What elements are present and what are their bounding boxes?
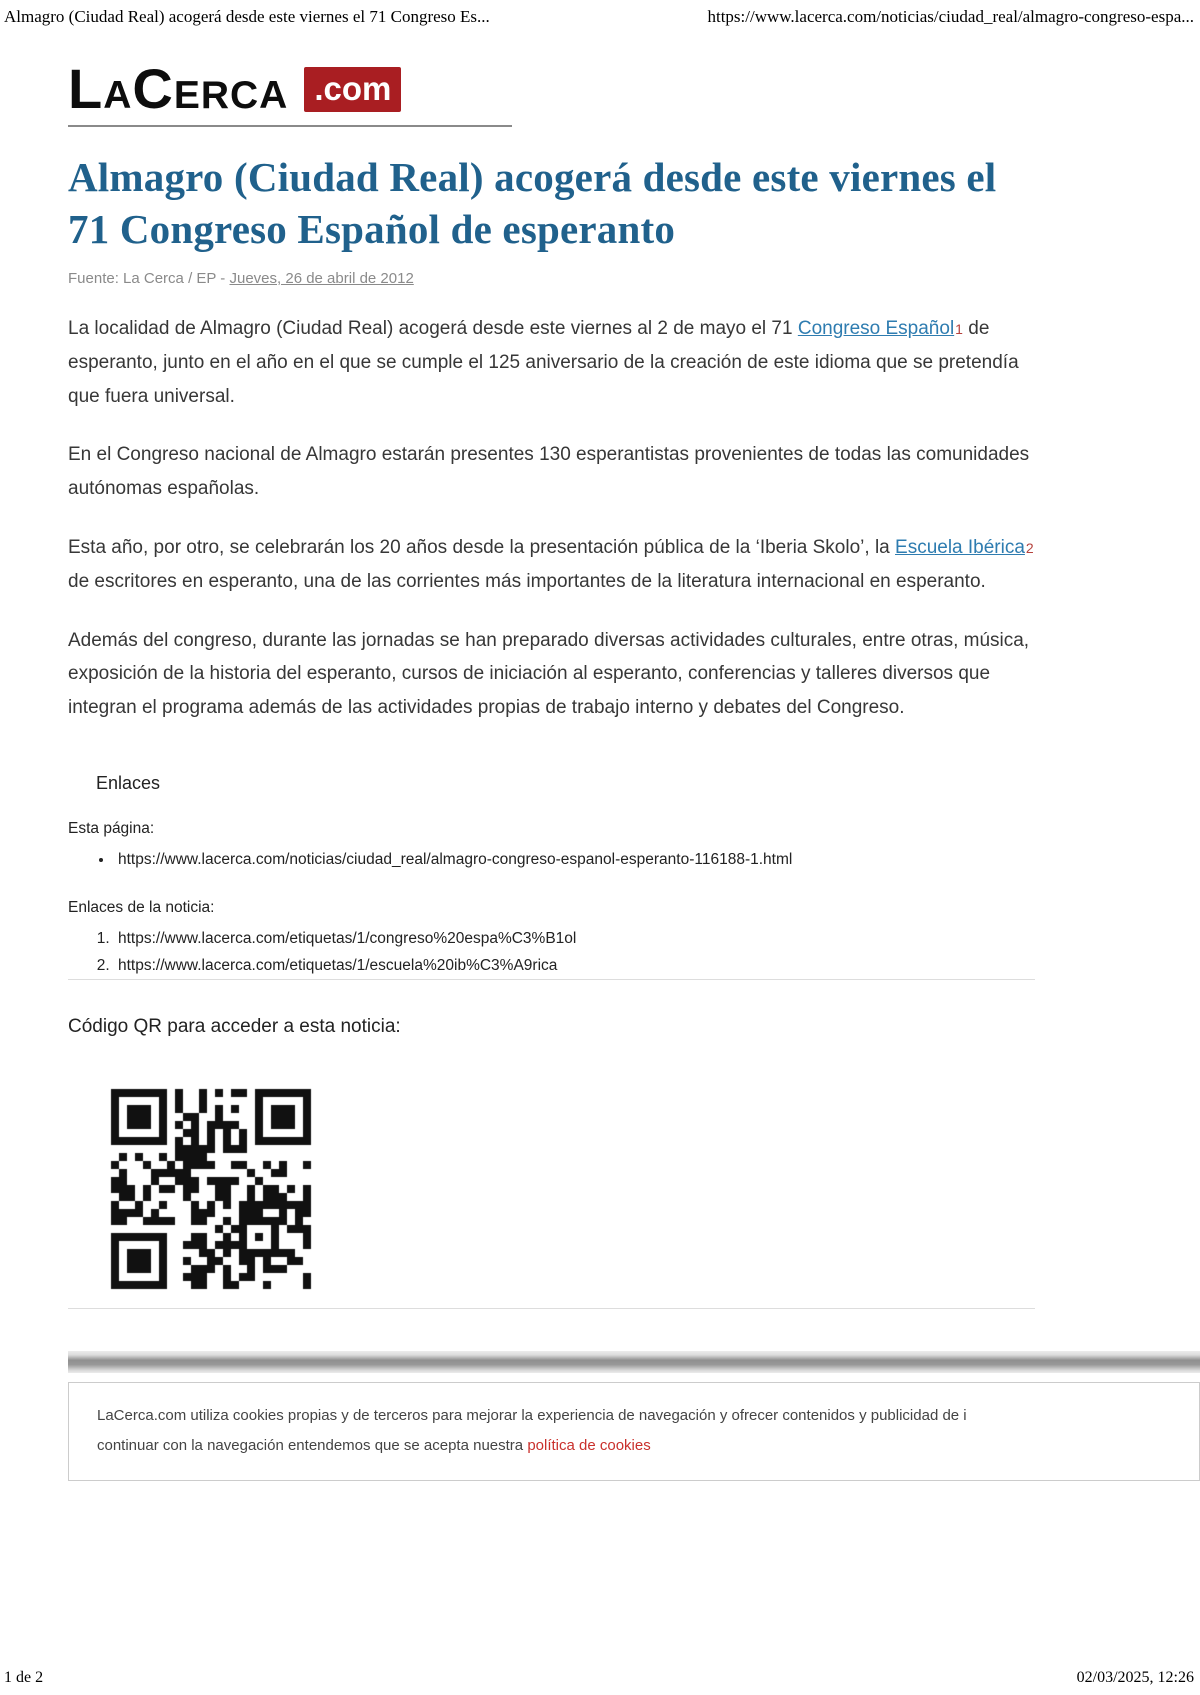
qr-caption: Código QR para acceder a esta noticia: — [68, 1016, 401, 1038]
article-paragraph — [68, 312, 1035, 413]
article-title: Almagro (Ciudad Real) acogerá desde este viernes el 71 Congreso Español de esperanto — [68, 154, 997, 253]
news-links-label: Enlaces de la noticia: — [68, 899, 215, 917]
article-inline-link[interactable]: Congreso Español — [797, 317, 955, 339]
article-text: En el Congreso nacional de Almagro estarán presentes 130 esperantistas provenientes de todas las comunidades autónomas españolas. — [68, 444, 1030, 500]
site-logo-text: LaCerca — [68, 57, 289, 120]
cookie-notice-line2 — [97, 1431, 1171, 1460]
news-links-list — [114, 925, 1035, 979]
article-source-line — [68, 270, 1035, 287]
print-footer-datetime: 02/03/2025, 12:26 — [1076, 1669, 1194, 1686]
print-header — [0, 0, 1200, 27]
page-links-list — [114, 846, 1035, 873]
print-footer — [4, 1669, 1194, 1687]
source-date-link[interactable]: Jueves, 26 de abril de 2012 — [229, 269, 414, 287]
page-links-label: Esta página: — [68, 820, 155, 838]
cookie-notice-line1: LaCerca.com utiliza cookies propias y de terceros para mejorar la experiencia de navegación y ofrecer contenidos y publicidad de i — [97, 1407, 967, 1425]
article-text: de escritores en esperanto, una de las corrientes más importantes de la literatura internacional en esperanto. — [68, 570, 986, 592]
site-logo-tld-badge: .com — [304, 67, 401, 112]
article-text: Además del congreso, durante las jornadas se han preparado diversas actividades culturales, entre otras, música, exposición de la historia del esperanto, cursos de iniciación al esperanto, conferencias y talleres diversos que integran el programa además de las actividades propias de trabajo interno y debates del Congreso. — [68, 629, 1030, 719]
article-body — [68, 312, 1035, 725]
link-reference-number: 1 — [955, 320, 963, 337]
horizontal-scrollbar[interactable] — [68, 1351, 1200, 1373]
qr-code-image — [100, 1078, 322, 1308]
article-paragraph — [68, 624, 1035, 725]
print-header-url: https://www.lacerca.com/noticias/ciudad_real/almagro-congreso-espa... — [707, 7, 1194, 26]
news-link-item: 2. https://www.lacerca.com/etiquetas/1/escuela%20ib%C3%A9rica — [114, 952, 1035, 979]
print-header-title: Almagro (Ciudad Real) acogerá desde este viernes el 71 Congreso Es... — [4, 7, 490, 26]
site-logo[interactable] — [68, 57, 512, 127]
news-link-item: 1. https://www.lacerca.com/etiquetas/1/congreso%20espa%C3%B1ol — [114, 925, 1035, 952]
article-paragraph — [68, 531, 1035, 599]
divider — [68, 1308, 1035, 1309]
cookie-policy-link[interactable]: política de cookies — [527, 1436, 651, 1454]
print-footer-page-number: 1 de 2 — [4, 1669, 44, 1686]
article-text: Esta año, por otro, se celebrarán los 20 años desde la presentación pública de la ‘Iberia Skolo’, la — [68, 537, 896, 558]
cookie-notice-line2-text: continuar con la navegación entendemos que se acepta nuestra — [97, 1436, 528, 1454]
source-prefix: Fuente: La Cerca / EP - — [68, 269, 230, 287]
divider — [68, 979, 1035, 980]
links-section-heading: Enlaces — [96, 773, 161, 794]
cookie-notice — [68, 1382, 1200, 1481]
article-inline-link[interactable]: Escuela Ibérica — [895, 537, 1025, 558]
article-paragraph — [68, 438, 1035, 506]
page-link-item: • https://www.lacerca.com/noticias/ciudad_real/almagro-congreso-espanol-esperanto-116188-1.html — [114, 846, 1035, 873]
article-text: La localidad de Almagro (Ciudad Real) acogerá desde este viernes al 2 de mayo el 71 — [68, 317, 798, 339]
article-text: de esperanto, junto en el año en el que se cumple el 125 aniversario de la creación de este idioma que se pretendía que fuera universal. — [68, 317, 1019, 407]
link-reference-number: 2 — [1025, 540, 1034, 556]
